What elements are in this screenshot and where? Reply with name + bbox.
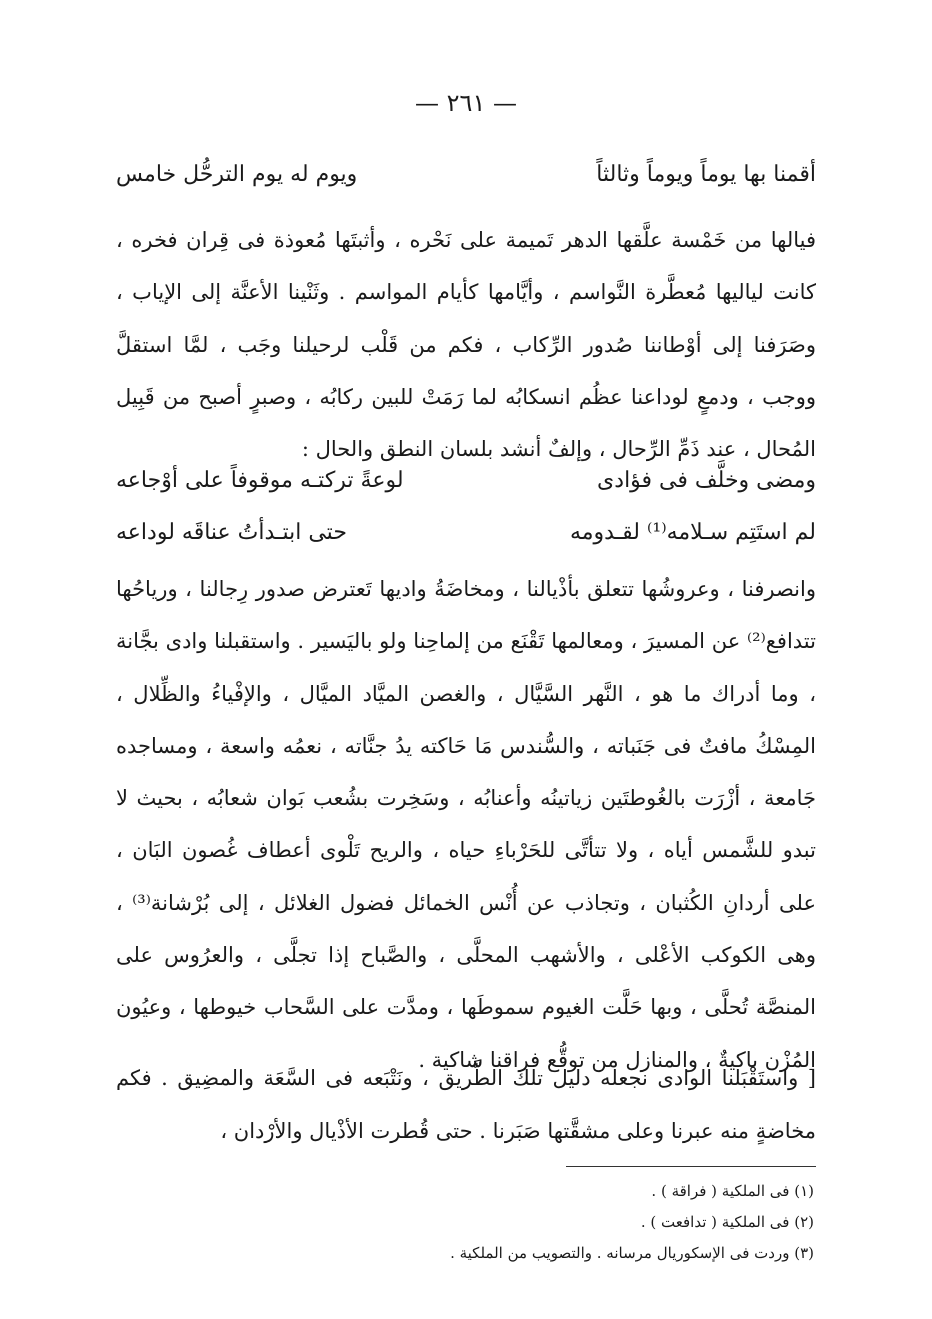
verse-line (116, 462, 816, 500)
paragraph-3: [ واستَقْبَلنا الوادى نجعله دليل تلك الطَّريق ، ونَتْبَعه فى السَّعَة والمضِيق . فكم مخاضةٍ منه عبرنا وعلى مشقَّتها صَبَرنا . حتى قُطرت الأذْيال والأرْدان ، (116, 1066, 816, 1143)
verse-second-hemistich: ويوم له يوم الترحُّل خامس (116, 162, 358, 187)
verse-second-hemistich: لوعةً تركتـه موقوفاً على أوْجاعه (116, 468, 404, 493)
paragraph-1: فيالها من خَمْسة علَّقها الدهر تَميمة على نَحْره ، وأثبتَها مُعوذة فى قِران فخره ، كانت لياليها مُعطَّرة النَّواسم ، وأيَّامها كأيام المواسم . وثَنْينا الأعنَّة إلى الإياب ، وصَرَفنا إلى أوْطاننا صُدور الرِّكاب ، فكم من قَلْب لرحيلنا وجَب ، لمَّا استقلَّ ووجب ، ودمعٍ لوداعنا عظُم انسكابُه لما رَمَتْ للبين ركابُه ، وصبرٍ أصبح من قَبِيل المُحال ، عند ذَمِّ الرِّحال ، وإلفٌ أنشد بلسان النطق والحال : (116, 228, 816, 462)
footnotes (254, 1176, 814, 1269)
footnote: (١) فى الملكية ( فراقة ) . (651, 1182, 814, 1200)
verse-line (116, 156, 816, 194)
verse-line (116, 514, 816, 552)
footnote: (٢) فى الملكية ( تدافعت ) . (640, 1213, 814, 1231)
verse-second-hemistich: حتى ابتـدأتُ عناقَه لوداعه (116, 520, 347, 545)
page-number: — ٢٦١ — (415, 89, 517, 117)
paragraph-2: وانصرفنا ، وعروشُها تتعلق بأذْيالنا ، ومخاضَةُ واديها تَعترض صدور رِجالنا ، ورياحُها تتدافع⁽²⁾ عن المسيرَ ، ومعالمها تَقْنَع من إلماحِنا ولو باليَسير . واستقبلنا وادى بجَّانة ، وما أدراك ما هو ، النَّهر السَّيَّال ، والغصن الميَّاد الميَّال ، والإفْياءُ والظِّلال ، المِسْكُ مافتٌ فى جَنَباته ، والسُّندس مَا حَاكته يدُ جنَّاته ، نعمُه واسعة ، ومساجده جَامعة ، أزْرَت بالغُوطتَين زياتينُه وأعنابُه ، وسَخِرت بشُعب بَوان شعابُه ، بحيث لا تبدو للشَّمس أياه ، ولا تتأتَّى للحَرْباءِ حياه ، والريح تَلْوى أعطاف غُصون البَان ، على أردانِ الكُثبان ، وتجاذب عن أُنْس الخمائل فضول الغلائل ، إلى بُرْشانة⁽³⁾ ، وهى الكوكب الأعْلى ، والأشهب المحلَّى ، والصَّباح إذا تجلَّى ، والعرُوس على المنصَّة تُحلَّى ، وبها حَلَّت الغيوم سموطَها ، ومدَّت على السَّحاب خيوطها ، وعيُون المُزْن باكيةٌ ، والمنازل من توقُّع فراقنا شاكية . (116, 577, 816, 1072)
footnote: (٣) وردت فى الإسكوريال مرسانه . والتصويب من الملكية . (450, 1244, 814, 1262)
footnote-separator (566, 1166, 816, 1167)
verse-first-hemistich: لم استَتِم سـلامه⁽¹⁾ لقـدومه (569, 520, 816, 545)
verse-first-hemistich: أقمنا بها يوماً ويوماً وثالثاً (596, 162, 816, 187)
verse-first-hemistich: ومضى وخلَّف فى فؤادى (597, 468, 816, 493)
